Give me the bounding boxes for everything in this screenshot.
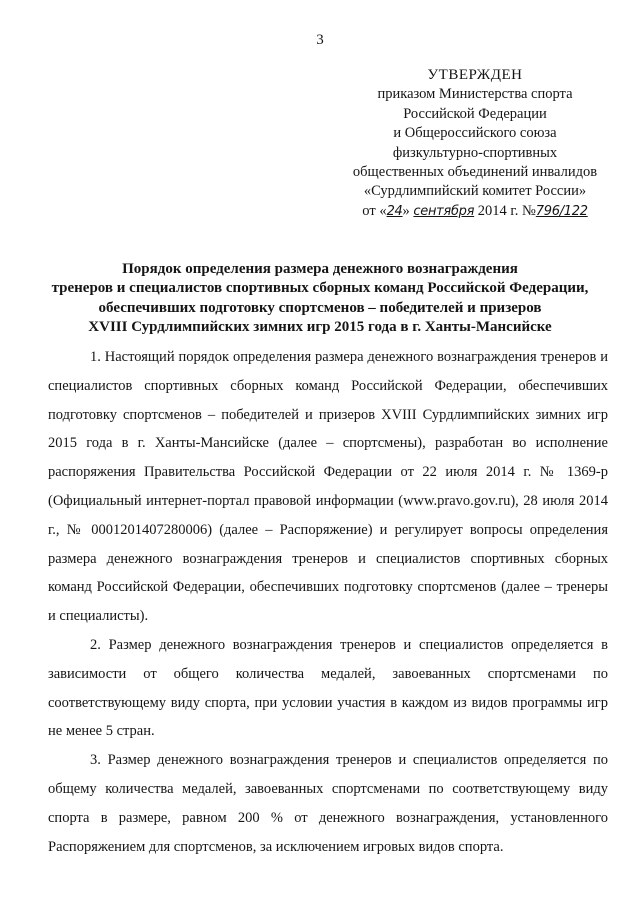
- approval-line: Российской Федерации: [403, 105, 547, 122]
- title-line: обеспечивших подготовку спортсменов – победителей и призеров: [98, 299, 542, 316]
- document-body: [48, 343, 608, 861]
- approval-line: физкультурно-спортивных: [392, 144, 558, 161]
- date-mid: »: [402, 202, 410, 219]
- approval-date-line: [330, 202, 620, 221]
- paragraph-3: 3. Размер денежного вознаграждения тренеров и специалистов определяется по общему количества медалей, завоеванных спортсменами по соответствующему виду спорта в размере, равном 200 % от денежного вознаграждения, установленного Распоряжением для спортсменов, за исключением игровых видов спорта.: [48, 752, 608, 855]
- approval-block: [330, 66, 620, 221]
- approval-line: и Общероссийского союза: [393, 125, 557, 142]
- date-year: 2014 г. №: [477, 202, 536, 219]
- title-line: тренеров и специалистов спортивных сборных команд Российской Федерации,: [51, 280, 589, 297]
- approval-heading: УТВЕРЖДЕН: [427, 67, 523, 83]
- paragraph-1: 1. Настоящий порядок определения размера денежного вознаграждения тренеров и специалистов спортивных сборных команд Российской Федерации, обеспечивших подготовку спортсменов – победителей и призеров XVIII Сурдлимпийских зимних игр 2015 года в г. Ханты-Мансийске (далее – спортсмены), разработан во исполнение распоряжения Правительства Российской Федерации от 22 июля 2014 г. № 1369-р (Официальный интернет-портал правовой информации (www.pravo.gov.ru), 28 июля 2014 г., № 0001201407280006) (далее – Распоряжение) и регулирует вопросы определения размера денежного вознаграждения тренеров и специалистов спортивных сборных команд Российской Федерации, обеспечивших подготовку спортсменов (далее – тренеры и специалисты).: [48, 349, 608, 625]
- date-month: сентября: [413, 203, 475, 219]
- order-number: 796/122: [535, 203, 588, 219]
- approval-line: общественных объединений инвалидов: [352, 164, 598, 181]
- title-line: XVIII Сурдлимпийских зимних игр 2015 года в г. Ханты-Мансийске: [88, 319, 552, 336]
- date-day: 24: [386, 203, 403, 219]
- date-prefix: от «: [362, 202, 387, 219]
- approval-line: приказом Министерства спорта: [377, 86, 573, 103]
- document-title: [30, 260, 610, 338]
- approval-line: «Сурдлимпийский комитет России»: [363, 183, 587, 200]
- page-number: 3: [316, 32, 324, 48]
- paragraph-2: 2. Размер денежного вознаграждения тренеров и специалистов определяется в зависимости от общего количества медалей, завоеванных спортсменами по соответствующему виду спорта, при условии участия в каждом из видов программы игр не менее 5 стран.: [48, 636, 608, 740]
- title-line: Порядок определения размера денежного вознаграждения: [122, 261, 518, 277]
